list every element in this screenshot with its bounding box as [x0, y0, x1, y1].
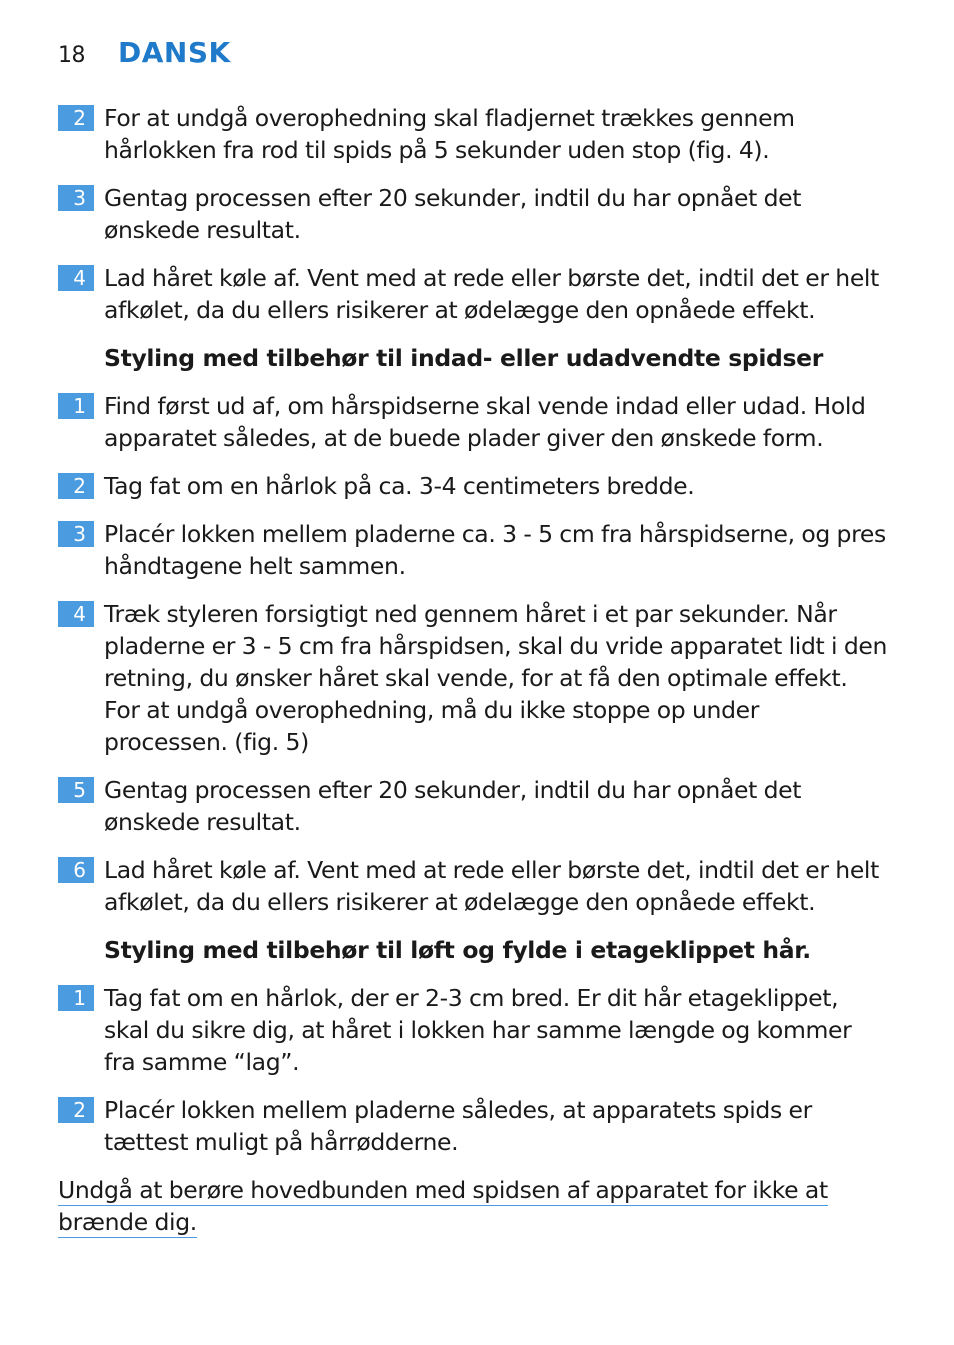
step-text: Find først ud af, om hårspidserne skal vende indad eller udad. Hold apparatet således, at de buede plader giver den ønskede form.	[104, 392, 866, 452]
step-number-badge: 1	[58, 985, 94, 1011]
step-number-badge: 4	[58, 265, 94, 291]
page-content	[58, 102, 888, 1238]
section-heading-lift-volume: Styling med tilbehør til løft og fylde i etageklippet hår.	[104, 936, 811, 964]
step-item	[58, 390, 888, 454]
step-item	[58, 102, 888, 166]
section-heading-inward-outward: Styling med tilbehør til indad- eller udadvendte spidser	[104, 344, 823, 372]
step-number-badge: 2	[58, 473, 94, 499]
step-text: Lad håret køle af. Vent med at rede eller børste det, indtil det er helt afkølet, da du ellers risikerer at ødelægge den opnåede effekt.	[104, 856, 879, 916]
step-text: Lad håret køle af. Vent med at rede eller børste det, indtil det er helt afkølet, da du ellers risikerer at ødelægge den opnåede effekt.	[104, 264, 879, 324]
warning-note	[58, 1174, 850, 1238]
step-number-badge: 2	[58, 1097, 94, 1123]
step-text: Placér lokken mellem pladerne ca. 3 - 5 cm fra hårspidserne, og pres håndtagene helt sammen.	[104, 520, 886, 580]
step-item	[58, 182, 888, 246]
step-item	[58, 854, 888, 918]
language-title: DANSK	[118, 36, 231, 69]
warning-note-text: Undgå at berøre hovedbunden med spidsen af apparatet for ikke at brænde dig.	[58, 1176, 828, 1236]
step-item	[58, 982, 888, 1078]
step-item	[58, 774, 888, 838]
page-number: 18	[58, 43, 85, 68]
step-number-badge: 1	[58, 393, 94, 419]
step-number-badge: 6	[58, 857, 94, 883]
step-item	[58, 262, 888, 326]
step-item	[58, 470, 888, 502]
step-number-badge: 3	[58, 521, 94, 547]
step-number-badge: 3	[58, 185, 94, 211]
step-text: Gentag processen efter 20 sekunder, indtil du har opnået det ønskede resultat.	[104, 184, 802, 244]
step-number-badge: 2	[58, 105, 94, 131]
step-text: Træk styleren forsigtigt ned gennem håret i et par sekunder. Når pladerne er 3 - 5 cm fra hårspidsen, skal du vride apparatet lidt i den retning, du ønsker håret skal vende, for at få den optimale effekt. For at undgå overophedning, må du ikke stoppe op under processen. (fig. 5)	[104, 600, 888, 756]
step-item	[58, 518, 888, 582]
step-text: For at undgå overophedning skal fladjernet trækkes gennem hårlokken fra rod til spids på 5 sekunder uden stop (fig. 4).	[104, 104, 795, 164]
step-text: Gentag processen efter 20 sekunder, indtil du har opnået det ønskede resultat.	[104, 776, 802, 836]
step-item	[58, 1094, 888, 1158]
page-header	[58, 36, 231, 70]
step-text: Tag fat om en hårlok, der er 2-3 cm bred. Er dit hår etageklippet, skal du sikre dig, at håret i lokken har samme længde og kommer fra samme “lag”.	[104, 984, 852, 1076]
step-number-badge: 5	[58, 777, 94, 803]
step-item	[58, 598, 888, 758]
step-text: Tag fat om en hårlok på ca. 3-4 centimeters bredde.	[104, 472, 695, 500]
step-number-badge: 4	[58, 601, 94, 627]
step-text: Placér lokken mellem pladerne således, at apparatets spids er tættest muligt på hårrødderne.	[104, 1096, 812, 1156]
